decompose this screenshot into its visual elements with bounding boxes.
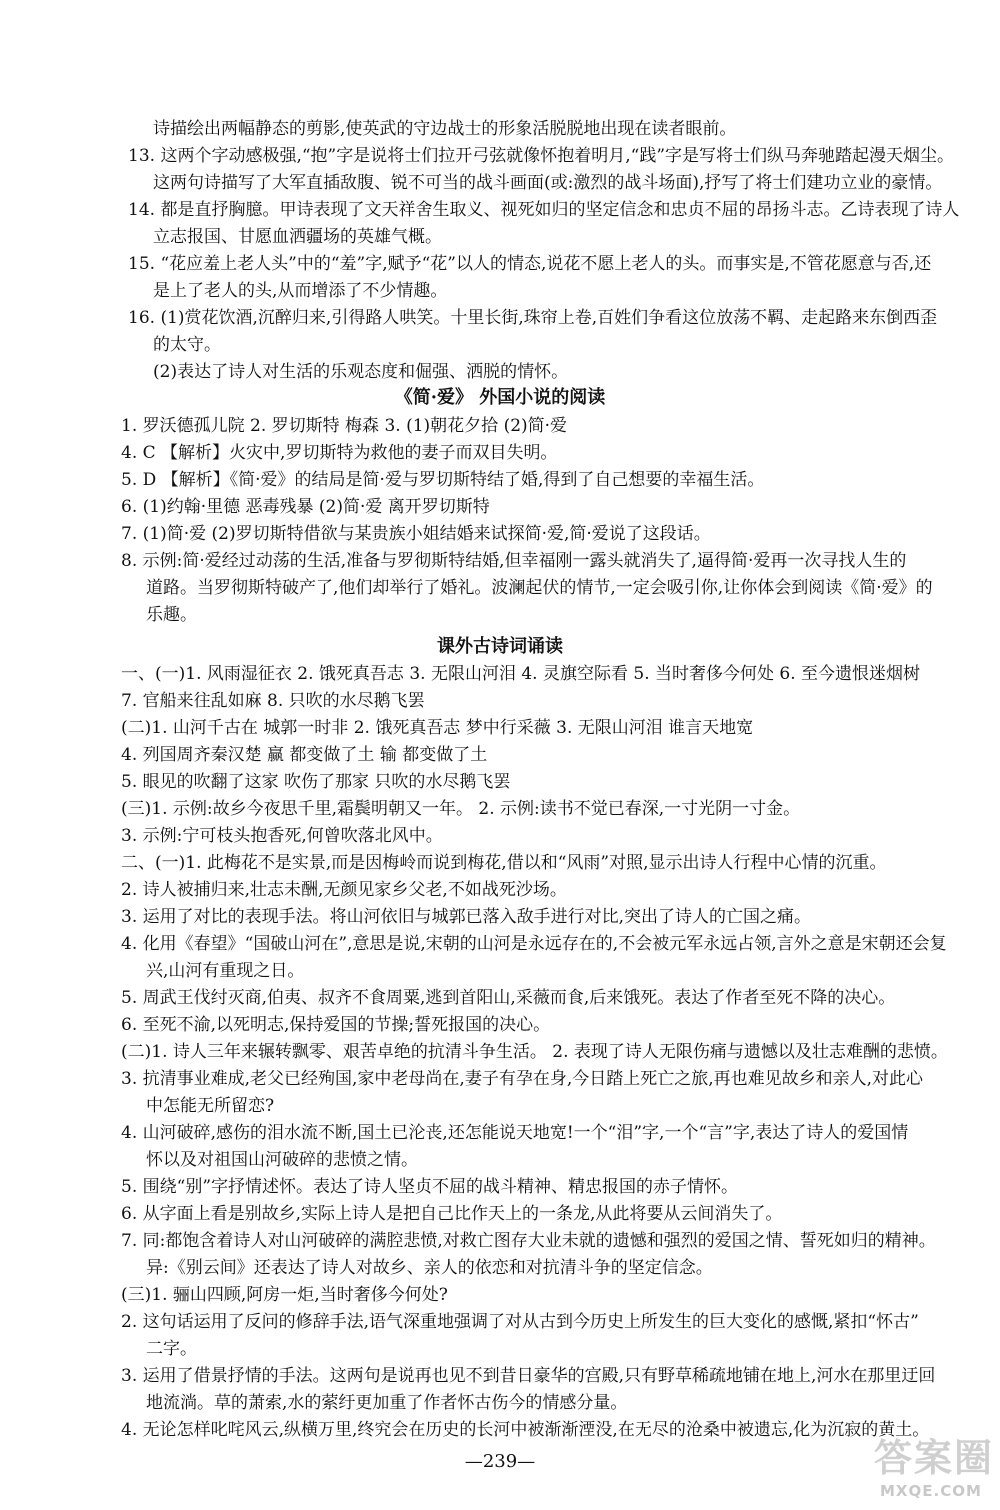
answer-line: 6. (1)约翰·里德 恶毒残暴 (2)简·爱 离开罗切斯特 (121, 497, 490, 517)
answer-line: 诗描绘出两幅静态的剪影,使英武的守边战士的形象活脱脱地出现在读者眼前。 (153, 119, 737, 139)
answer-line: 是上了老人的头,从而增添了不少情趣。 (153, 281, 448, 301)
answer-line: 道路。当罗彻斯特破产了,他们却举行了婚礼。波澜起伏的情节,一定会吸引你,让你体会到阅读《简·爱》的 (146, 578, 933, 598)
answer-line: 4. 山河破碎,感伤的泪水流不断,国土已沦丧,还怎能说天地宽!一个“泪”字,一个“言”字,表达了诗人的爱国情 (121, 1123, 909, 1143)
answer-line: 5. D 【解析】《简·爱》的结局是简·爱与罗切斯特结了婚,得到了自己想要的幸福生活。 (121, 470, 765, 490)
answer-line: 立志报国、甘愿血洒疆场的英雄气概。 (153, 227, 442, 247)
answer-line: 二、(一)1. 此梅花不是实景,而是因梅岭而说到梅花,借以和“风雨”对照,显示出诗人行程中心情的沉重。 (121, 853, 887, 873)
answer-line: 的太守。 (153, 335, 221, 355)
answer-line: 2. 诗人被捕归来,壮志未酬,无颜见家乡父老,不如战死沙场。 (121, 880, 567, 900)
answer-line: 4. C 【解析】火灾中,罗切斯特为救他的妻子而双目失明。 (121, 443, 558, 463)
answer-line: 3. 运用了对比的表现手法。将山河依旧与城郭已落入敌手进行对比,突出了诗人的亡国之痛。 (121, 907, 812, 927)
answer-line: 5. 周武王伐纣灭商,伯夷、叔齐不食周粟,逃到首阳山,采薇而食,后来饿死。表达了作者至死不降的决心。 (121, 988, 896, 1008)
answer-line: 7. 官船来往乱如麻 8. 只吹的水尽鹅飞罢 (121, 691, 425, 711)
answer-line: 4. 无论怎样叱咤风云,纵横万里,终究会在历史的长河中被渐渐湮没,在无尽的沧桑中被遗忘,化为沉寂的黄土。 (121, 1420, 930, 1440)
answer-line: 中怎能无所留恋? (146, 1096, 275, 1116)
answer-line: 7. 同:都饱含着诗人对山河破碎的满腔悲愤,对救亡图存大业未就的遗憾和强烈的爱国之情、誓死如归的精神。 (121, 1231, 936, 1251)
answer-line: 16. (1)赏花饮酒,沉醉归来,引得路人哄笑。十里长街,珠帘上卷,百姓们争看这位放荡不羁、走起路来东倒西歪 (128, 308, 938, 328)
answer-line: 14. 都是直抒胸臆。甲诗表现了文天祥舍生取义、视死如归的坚定信念和忠贞不屈的昂扬斗志。乙诗表现了诗人 (128, 200, 960, 220)
answer-line: 3. 示例:宁可枝头抱香死,何曾吹落北风中。 (121, 826, 443, 846)
answer-line: 4. 列国周齐秦汉楚 赢 都变做了土 输 都变做了土 (121, 745, 488, 765)
watermark-logo (868, 1438, 996, 1504)
watermark-logo-text: 答案圈 (874, 1436, 995, 1480)
answer-line: (2)表达了诗人对生活的乐观态度和倔强、洒脱的情怀。 (153, 362, 569, 382)
answer-line: (三)1. 示例:故乡今夜思千里,霜鬓明朝又一年。 2. 示例:读书不觉已春深,一寸光阴一寸金。 (121, 799, 801, 819)
answer-line: (二)1. 山河千古在 城郭一时非 2. 饿死真吾志 梦中行采薇 3. 无限山河泪 谁言天地宽 (121, 718, 754, 738)
answer-line: 3. 抗清事业难成,老父已经殉国,家中老母尚在,妻子有孕在身,今日踏上死亡之旅,再也难见故乡和亲人,对此心 (121, 1069, 924, 1089)
section-title: 《简·爱》 外国小说的阅读 (394, 387, 606, 408)
answer-line: 兴,山河有重现之日。 (146, 961, 305, 981)
answer-line: 这两句诗描写了大军直插敌腹、锐不可当的战斗画面(或:激烈的战斗场面),抒写了将士们建功立业的豪情。 (153, 173, 943, 193)
answer-line: 7. (1)简·爱 (2)罗切斯特借欲与某贵族小姐结婚来试探简·爱,简·爱说了这段话。 (121, 524, 711, 544)
answer-line: 6. 从字面上看是别故乡,实际上诗人是把自己比作天上的一条龙,从此将要从云间消失了。 (121, 1204, 783, 1224)
answer-line: (三)1. 骊山四顾,阿房一炬,当时奢侈今何处? (121, 1285, 448, 1305)
answer-line: 3. 运用了借景抒情的手法。这两句是说再也见不到昔日豪华的宫殿,只有野草稀疏地铺在地上,河水在那里迂回 (121, 1366, 936, 1386)
answer-line: 地流淌。草的萧索,水的萦纡更加重了作者怀古伤今的情感分量。 (146, 1393, 628, 1413)
answer-line: 二字。 (146, 1339, 197, 1359)
answer-line: 怀以及对祖国山河破碎的悲愤之情。 (146, 1150, 418, 1170)
answer-line: 2. 这句话运用了反问的修辞手法,语气深重地强调了对从古到今历史上所发生的巨大变化的感慨,紧扣“怀古” (121, 1312, 919, 1332)
answer-line: 6. 至死不渝,以死明志,保持爱国的节操;誓死报国的决心。 (121, 1015, 551, 1035)
answer-line: 4. 化用《春望》“国破山河在”,意思是说,宋朝的山河是永远存在的,不会被元军永远占领,言外之意是宋朝还会复 (121, 934, 947, 954)
answer-line: 乐趣。 (146, 605, 197, 625)
answer-line: 1. 罗沃德孤儿院 2. 罗切斯特 梅森 3. (1)朝花夕拾 (2)简·爱 (121, 416, 568, 436)
page-number: —239— (464, 1451, 536, 1472)
answer-line: (二)1. 诗人三年来辗转飘零、艰苦卓绝的抗清斗争生活。 2. 表现了诗人无限伤痛与遗憾以及壮志难酬的悲愤。 (121, 1042, 948, 1062)
answer-line: 13. 这两个字动感极强,“抱”字是说将士们拉开弓弦就像怀抱着明月,“践”字是写将士们纵马奔驰踏起漫天烟尘。 (128, 146, 955, 166)
section-title: 课外古诗词诵读 (437, 636, 563, 657)
watermark-site: MXQE.COM (880, 1482, 982, 1500)
answer-line: 一、(一)1. 风雨湿征衣 2. 饿死真吾志 3. 无限山河泪 4. 灵旗空际看 5. 当时奢侈今何处 6. 至今遗恨迷烟树 (121, 664, 921, 684)
answer-line: 8. 示例:简·爱经过动荡的生活,准备与罗彻斯特结婚,但幸福刚一露头就消失了,逼得简·爱再一次寻找人生的 (121, 551, 907, 571)
answer-line: 5. 眼见的吹翻了这家 吹伤了那家 只吹的水尽鹅飞罢 (121, 772, 511, 792)
answer-line: 异:《别云间》还表达了诗人对故乡、亲人的依恋和对抗清斗争的坚定信念。 (146, 1258, 713, 1278)
answer-line: 5. 围绕“别”字抒情述怀。表达了诗人坚贞不屈的战斗精神、精忠报国的赤子情怀。 (121, 1177, 739, 1197)
answer-line: 15. “花应羞上老人头”中的“羞”字,赋予“花”以人的情态,说花不愿上老人的头。而事实是,不管花愿意与否,还 (128, 254, 932, 274)
